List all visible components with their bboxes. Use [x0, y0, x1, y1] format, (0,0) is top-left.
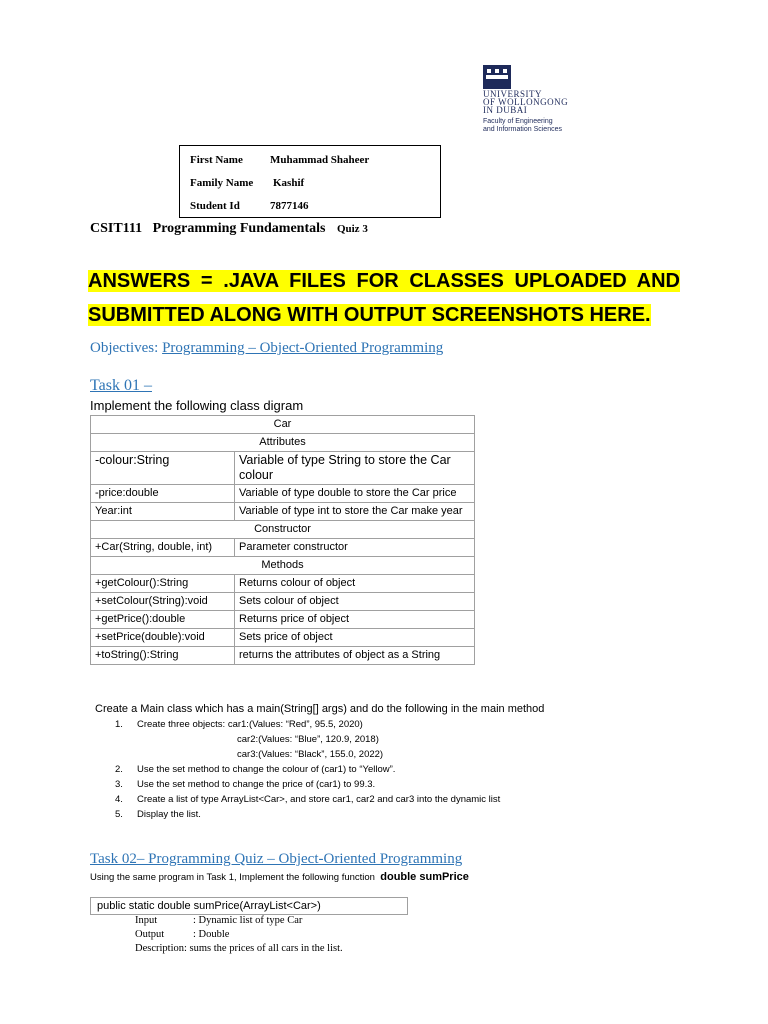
task1-title: Task 01 –	[90, 377, 152, 394]
class-name: Car	[91, 416, 475, 434]
table-row: +toString():String returns the attributes of object as a String	[91, 647, 475, 665]
list-item: car2:(Values: “Blue”, 120.9, 2018)	[237, 734, 379, 745]
logo-university-name: UNIVERSITY OF WOLLONGONG IN DUBAI	[483, 89, 569, 115]
constructor-header: Constructor	[91, 521, 475, 539]
university-logo	[483, 62, 613, 137]
logo-faculty: Faculty of Engineering and Information Sciences	[483, 118, 562, 133]
attributes-header: Attributes	[91, 434, 475, 452]
methods-header: Methods	[91, 557, 475, 575]
first-name-value: Muhammad Shaheer	[270, 154, 370, 166]
class-diagram-table	[90, 415, 475, 665]
student-id-label: Student Id	[190, 200, 240, 212]
family-name-value: Kashif	[273, 177, 305, 189]
objectives: Objectives: Programming – Object-Oriented Programming	[90, 340, 444, 356]
table-row: +setColour(String):void Sets colour of object	[91, 593, 475, 611]
table-row: +getPrice():double Returns price of object	[91, 611, 475, 629]
first-name-label: First Name	[190, 154, 243, 166]
task2-title: Task 02– Programming Quiz – Object-Oriented Programming	[90, 851, 463, 867]
table-row: -colour:String Variable of type String to store the Car colour	[91, 452, 475, 485]
steps-list	[115, 717, 500, 822]
family-name-label: Family Name	[190, 177, 254, 189]
student-id-value: 7877146	[270, 200, 309, 212]
student-info-box	[179, 145, 441, 218]
table-row: +setPrice(double):void Sets price of object	[91, 629, 475, 647]
function-signature: public static double sumPrice(ArrayList<Car>)	[90, 897, 408, 915]
table-row: +Car(String, double, int) Parameter constructor	[91, 539, 475, 557]
main-class-description: Create a Main class which has a main(String[] args) and do the following in the main method	[95, 703, 545, 715]
list-item: 4. Create a list of type ArrayList<Car>, and store car1, car2 and car3 into the dynamic list	[115, 794, 501, 805]
list-item: car3:(Values: “Black”, 155.0, 2022)	[237, 749, 384, 760]
crest-icon	[483, 65, 511, 89]
answers-banner: ANSWERS = .JAVA FILES FOR CLASSES UPLOADED AND SUBMITTED ALONG WITH OUTPUT SCREENSHOTS HERE.	[88, 270, 680, 326]
function-io: Input : Dynamic list of type Car Output : Double Description: sums the prices of all cars in the list.	[135, 915, 343, 954]
course-title: CSIT111 Programming Fundamentals Quiz 3	[90, 221, 368, 236]
table-row: +getColour():String Returns colour of object	[91, 575, 475, 593]
list-item: 2. Use the set method to change the colour of (car1) to “Yellow”.	[115, 764, 396, 775]
list-item: 5. Display the list.	[115, 809, 201, 820]
table-row: -price:double Variable of type double to store the Car price	[91, 485, 475, 503]
task1-intro: Implement the following class digram	[90, 398, 304, 413]
list-item: 1. Create three objects: car1:(Values: “Red”, 95.5, 2020)	[115, 719, 363, 730]
table-row: Year:int Variable of type int to store the Car make year	[91, 503, 475, 521]
list-item: 3. Use the set method to change the price of (car1) to 99.3.	[115, 779, 376, 790]
task2-intro: Using the same program in Task 1, Implement the following function double sumPrice	[90, 871, 469, 883]
